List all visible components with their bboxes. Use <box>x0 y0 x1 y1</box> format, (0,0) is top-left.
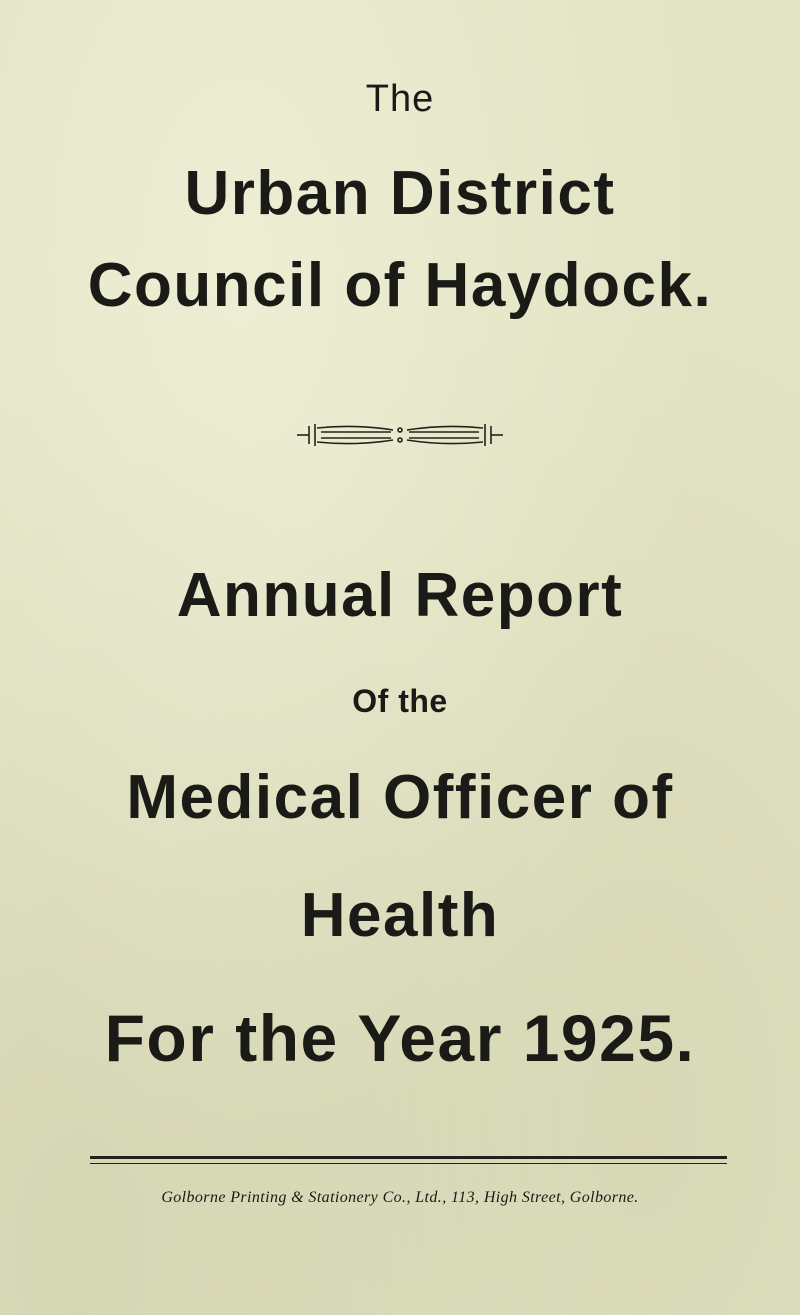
decorative-rule-ornament-icon <box>295 418 505 452</box>
title-council-of-haydock: Council of Haydock. <box>87 251 713 320</box>
title-annual-report: Annual Report <box>176 561 624 630</box>
title-of-the: Of the <box>352 683 448 719</box>
title-health: Health <box>300 881 500 950</box>
title-urban-district: Urban District <box>184 159 616 228</box>
divider-thick <box>90 1156 727 1159</box>
title-the: The <box>365 78 435 120</box>
printer-imprint: Golborne Printing & Stationery Co., Ltd., 113, High Street, Golborne. <box>161 1189 639 1206</box>
title-medical-officer: Medical Officer of <box>126 763 674 832</box>
divider-thin <box>90 1163 727 1164</box>
title-for-the-year: For the Year 1925. <box>104 1001 696 1075</box>
